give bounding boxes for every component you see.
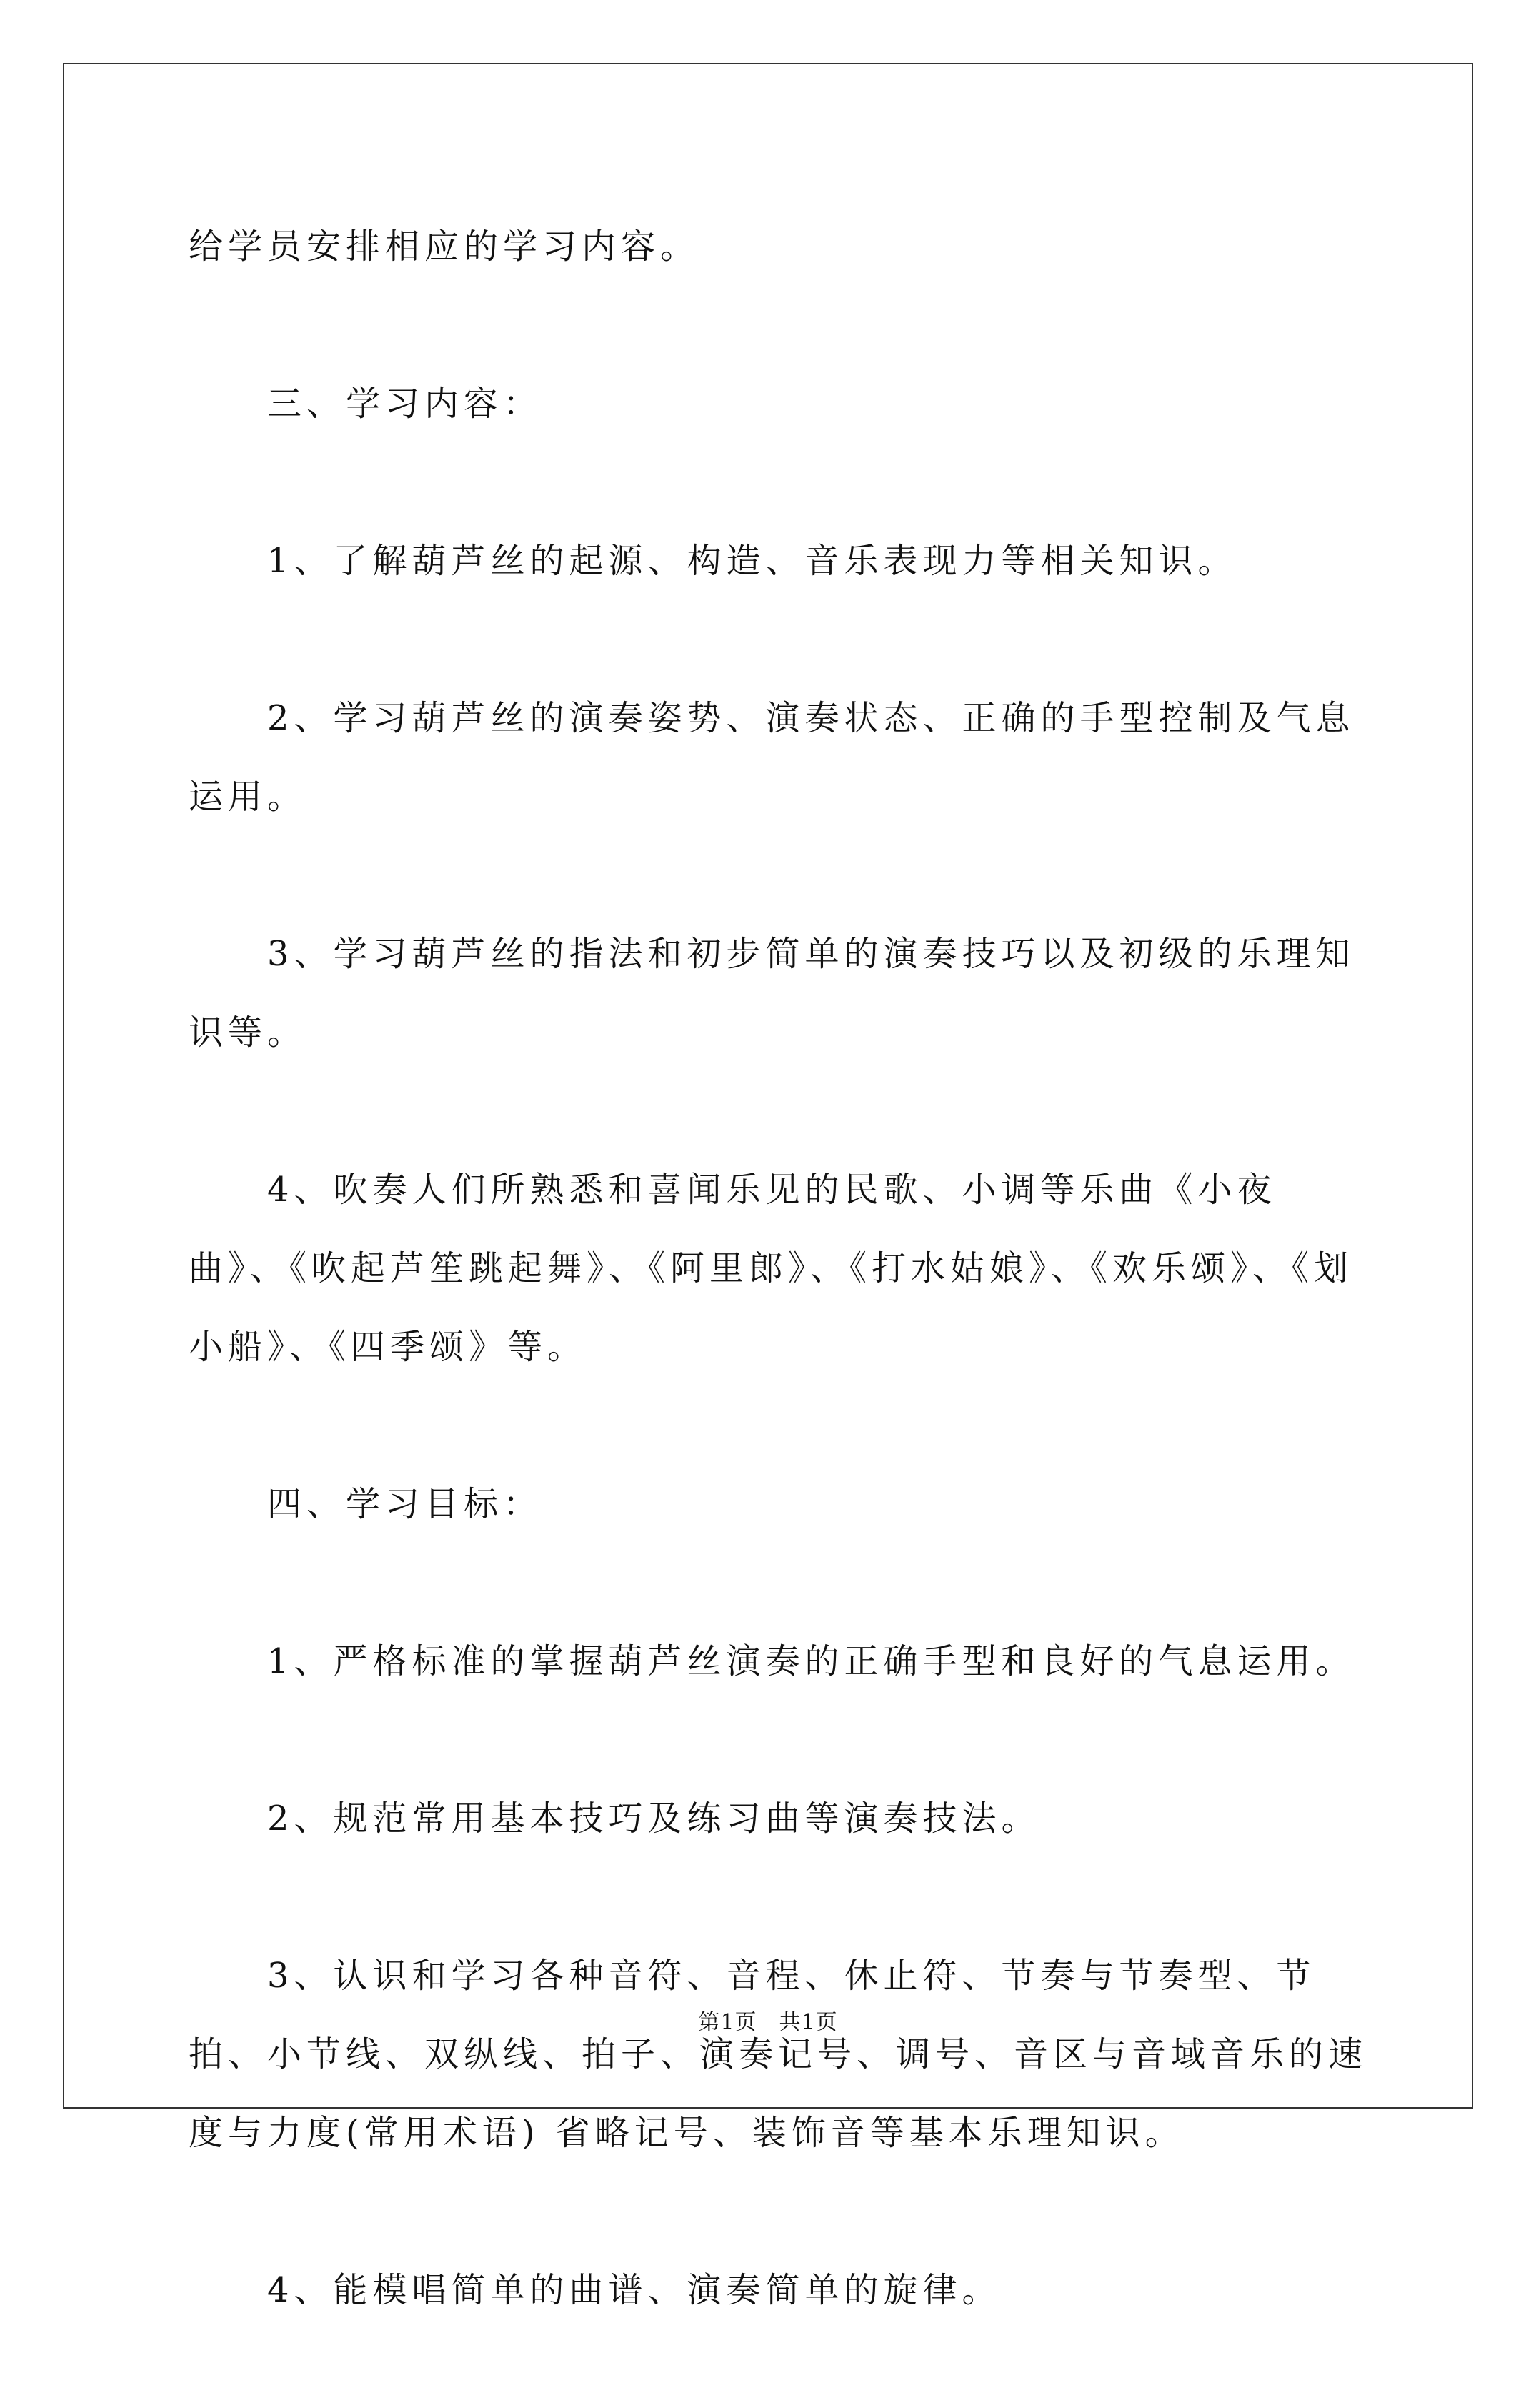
paragraph: 2、学习葫芦丝的演奏姿势、演奏状态、正确的手型控制及气息运用。 (189, 698, 1355, 817)
paragraph: 1、严格标准的掌握葫芦丝演奏的正确手型和良好的气息运用。 (267, 1641, 1355, 1681)
paragraph: 3、认识和学习各种音符、音程、休止符、节奏与节奏型、节拍、小节线、双纵线、拍子、演奏记号、调号、音区与音域音乐的速度与力度(常用术语) 省略记号、装饰音等基本乐理知识。 (189, 1956, 1368, 2153)
paragraph: 给学员安排相应的学习内容。 (189, 227, 700, 267)
paragraph: 4、吹奏人们所熟悉和喜闻乐见的民歌、小调等乐曲《小夜曲》、《吹起芦笙跳起舞》、《阿里郎》、《打水姑娘》、《欢乐颂》、《划小船》、《四季颂》等。 (189, 1170, 1354, 1367)
paragraph: 4、能模唱简单的曲谱、演奏简单的旋律。 (267, 2270, 1002, 2310)
paragraph: 3、学习葫芦丝的指法和初步简单的演奏技巧以及初级的乐理知识等。 (189, 934, 1355, 1053)
paragraph: 2、规范常用基本技巧及练习曲等演奏技法。 (267, 1798, 1041, 1839)
section-heading: 三、学习内容： (267, 384, 543, 424)
paragraph: 1、了解葫芦丝的起源、构造、音乐表现力等相关知识。 (267, 541, 1237, 581)
document-body (189, 207, 1367, 2408)
section-heading: 四、学习目标： (267, 1484, 543, 1524)
page-number-footer: 第1页 共1页 (698, 2010, 838, 2035)
